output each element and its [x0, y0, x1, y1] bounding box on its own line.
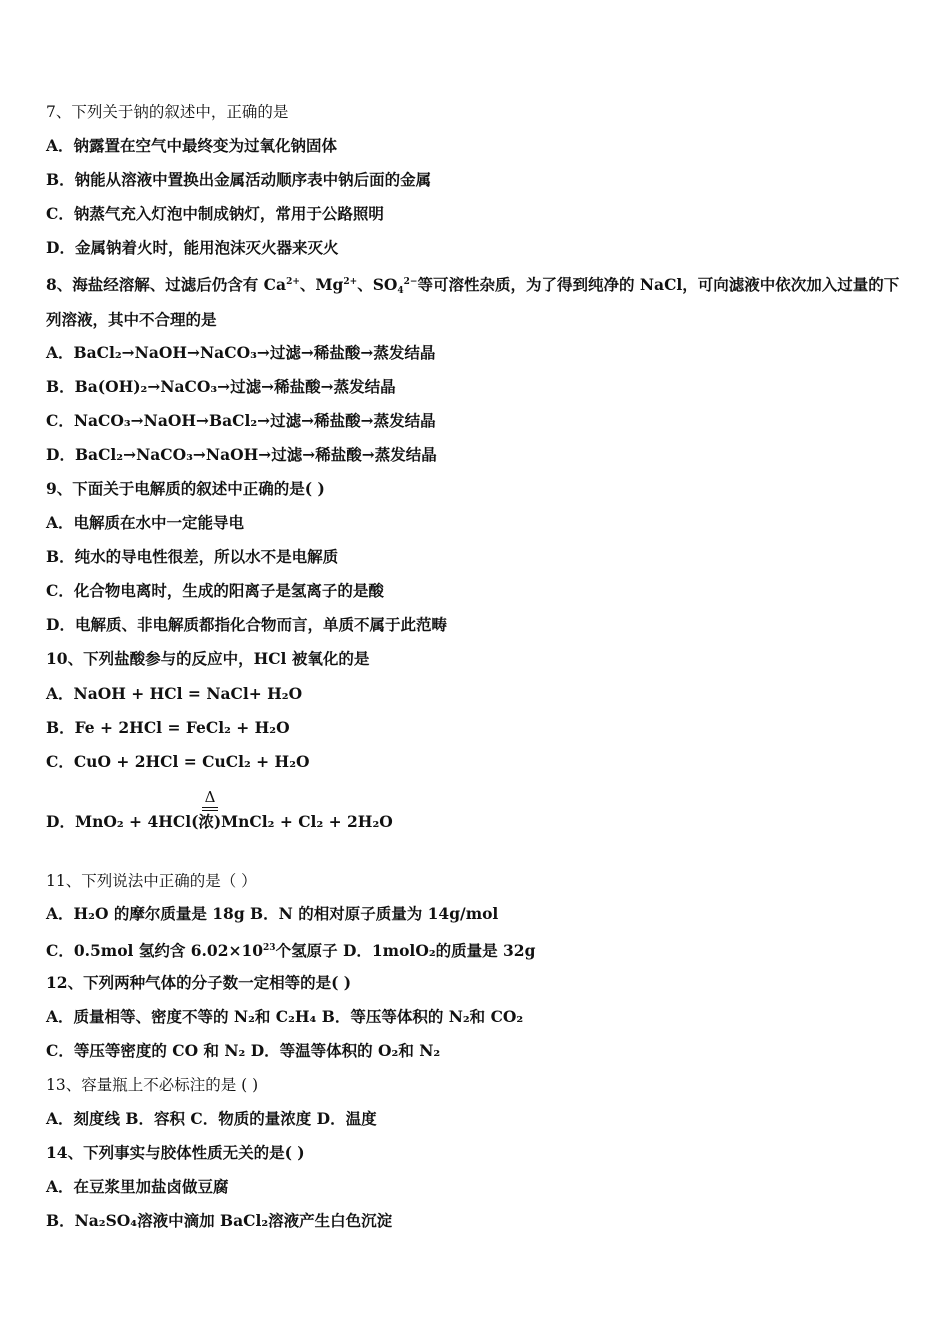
- question-9-option-d: D．电解质、非电解质都指化合物而言，单质不属于此范畴: [46, 615, 447, 634]
- question-12-options-ab: A．质量相等、密度不等的 N₂和 C₂H₄ B．等压等体积的 N₂和 CO₂: [46, 1007, 524, 1026]
- question-9-option-c: C．化合物电离时，生成的阳离子是氢离子的是酸: [46, 581, 384, 600]
- ca-charge: 2+: [286, 277, 300, 287]
- question-8-option-d: D．BaCl₂→NaCO₃→NaOH→过滤→稀盐酸→蒸发结晶: [46, 445, 437, 464]
- delta-symbol: Δ: [204, 788, 216, 806]
- stem-part: 8、海盐经溶解、过滤后仍含有 Ca: [46, 275, 287, 294]
- question-10-option-a: A．NaOH + HCl = NaCl+ H₂O: [46, 684, 303, 703]
- stem-part: 等可溶性杂质，为了得到纯净的 NaCl，可向滤液中依次加入过量的下: [417, 275, 900, 294]
- question-8-stem-line2: 列溶液，其中不合理的是: [46, 310, 217, 329]
- question-8-option-b: B．Ba(OH)₂→NaCO₃→过滤→稀盐酸→蒸发结晶: [46, 377, 396, 396]
- option-c-d-part: 个氢原子 D．1molO₂的质量是 32g: [275, 941, 536, 960]
- equals-bar: [202, 807, 218, 811]
- question-11-options-cd: [46, 938, 535, 961]
- question-14-option-b: B．Na₂SO₄溶液中滴加 BaCl₂溶液产生白色沉淀: [46, 1211, 393, 1230]
- heat-condition-sign: [202, 788, 218, 811]
- question-11-options-ab: A．H₂O 的摩尔质量是 18g B．N 的相对原子质量为 14g/mol: [46, 904, 499, 923]
- question-8-option-a: A．BaCl₂→NaOH→NaCO₃→过滤→稀盐酸→蒸发结晶: [46, 343, 436, 362]
- option-c-part: C．0.5mol 氢约含 6.02×10: [46, 941, 264, 960]
- exponent: 23: [263, 943, 276, 953]
- question-10-option-d-right: MnCl₂ + Cl₂ + 2H₂O: [221, 812, 393, 831]
- question-7-option-b: B．钠能从溶液中置换出金属活动顺序表中钠后面的金属: [46, 170, 432, 189]
- stem-part: 、Mg: [299, 275, 344, 294]
- question-8-stem: [46, 272, 899, 301]
- question-7-option-d: D．金属钠着火时，能用泡沫灭火器来灭火: [46, 238, 339, 257]
- question-7-option-c: C．钠蒸气充入灯泡中制成钠灯，常用于公路照明: [46, 204, 384, 223]
- question-9-option-a: A．电解质在水中一定能导电: [46, 513, 245, 532]
- question-10-stem: 10、下列盐酸参与的反应中，HCl 被氧化的是: [46, 649, 370, 668]
- question-13-options: A．刻度线 B．容积 C．物质的量浓度 D．温度: [46, 1109, 377, 1128]
- question-11-stem: 11、下列说法中正确的是（ ）: [46, 872, 257, 890]
- question-12-options-cd: C．等压等密度的 CO 和 N₂ D．等温等体积的 O₂和 N₂: [46, 1041, 441, 1060]
- stem-part: 、SO: [357, 275, 398, 294]
- so-subscript: 4: [397, 286, 404, 296]
- question-10-option-d-left: D．MnO₂ + 4HCl(浓): [46, 812, 222, 831]
- question-10-option-b: B．Fe + 2HCl = FeCl₂ + H₂O: [46, 718, 290, 737]
- question-7-stem: 7、下列关于钠的叙述中，正确的是: [46, 103, 289, 121]
- question-7-option-a: A．钠露置在空气中最终变为过氧化钠固体: [46, 136, 338, 155]
- question-14-option-a: A．在豆浆里加盐卤做豆腐: [46, 1177, 229, 1196]
- so-charge: 2−: [403, 277, 418, 287]
- question-10-option-c: C．CuO + 2HCl = CuCl₂ + H₂O: [46, 752, 310, 771]
- question-9-stem: 9、下面关于电解质的叙述中正确的是( ): [46, 479, 325, 498]
- question-9-option-b: B．纯水的导电性很差，所以水不是电解质: [46, 547, 339, 566]
- question-8-option-c: C．NaCO₃→NaOH→BaCl₂→过滤→稀盐酸→蒸发结晶: [46, 411, 436, 430]
- mg-charge: 2+: [343, 277, 358, 287]
- question-13-stem: 13、容量瓶上不必标注的是 ( ): [46, 1076, 259, 1094]
- question-14-stem: 14、下列事实与胶体性质无关的是( ): [46, 1143, 305, 1162]
- question-12-stem: 12、下列两种气体的分子数一定相等的是( ): [46, 973, 352, 992]
